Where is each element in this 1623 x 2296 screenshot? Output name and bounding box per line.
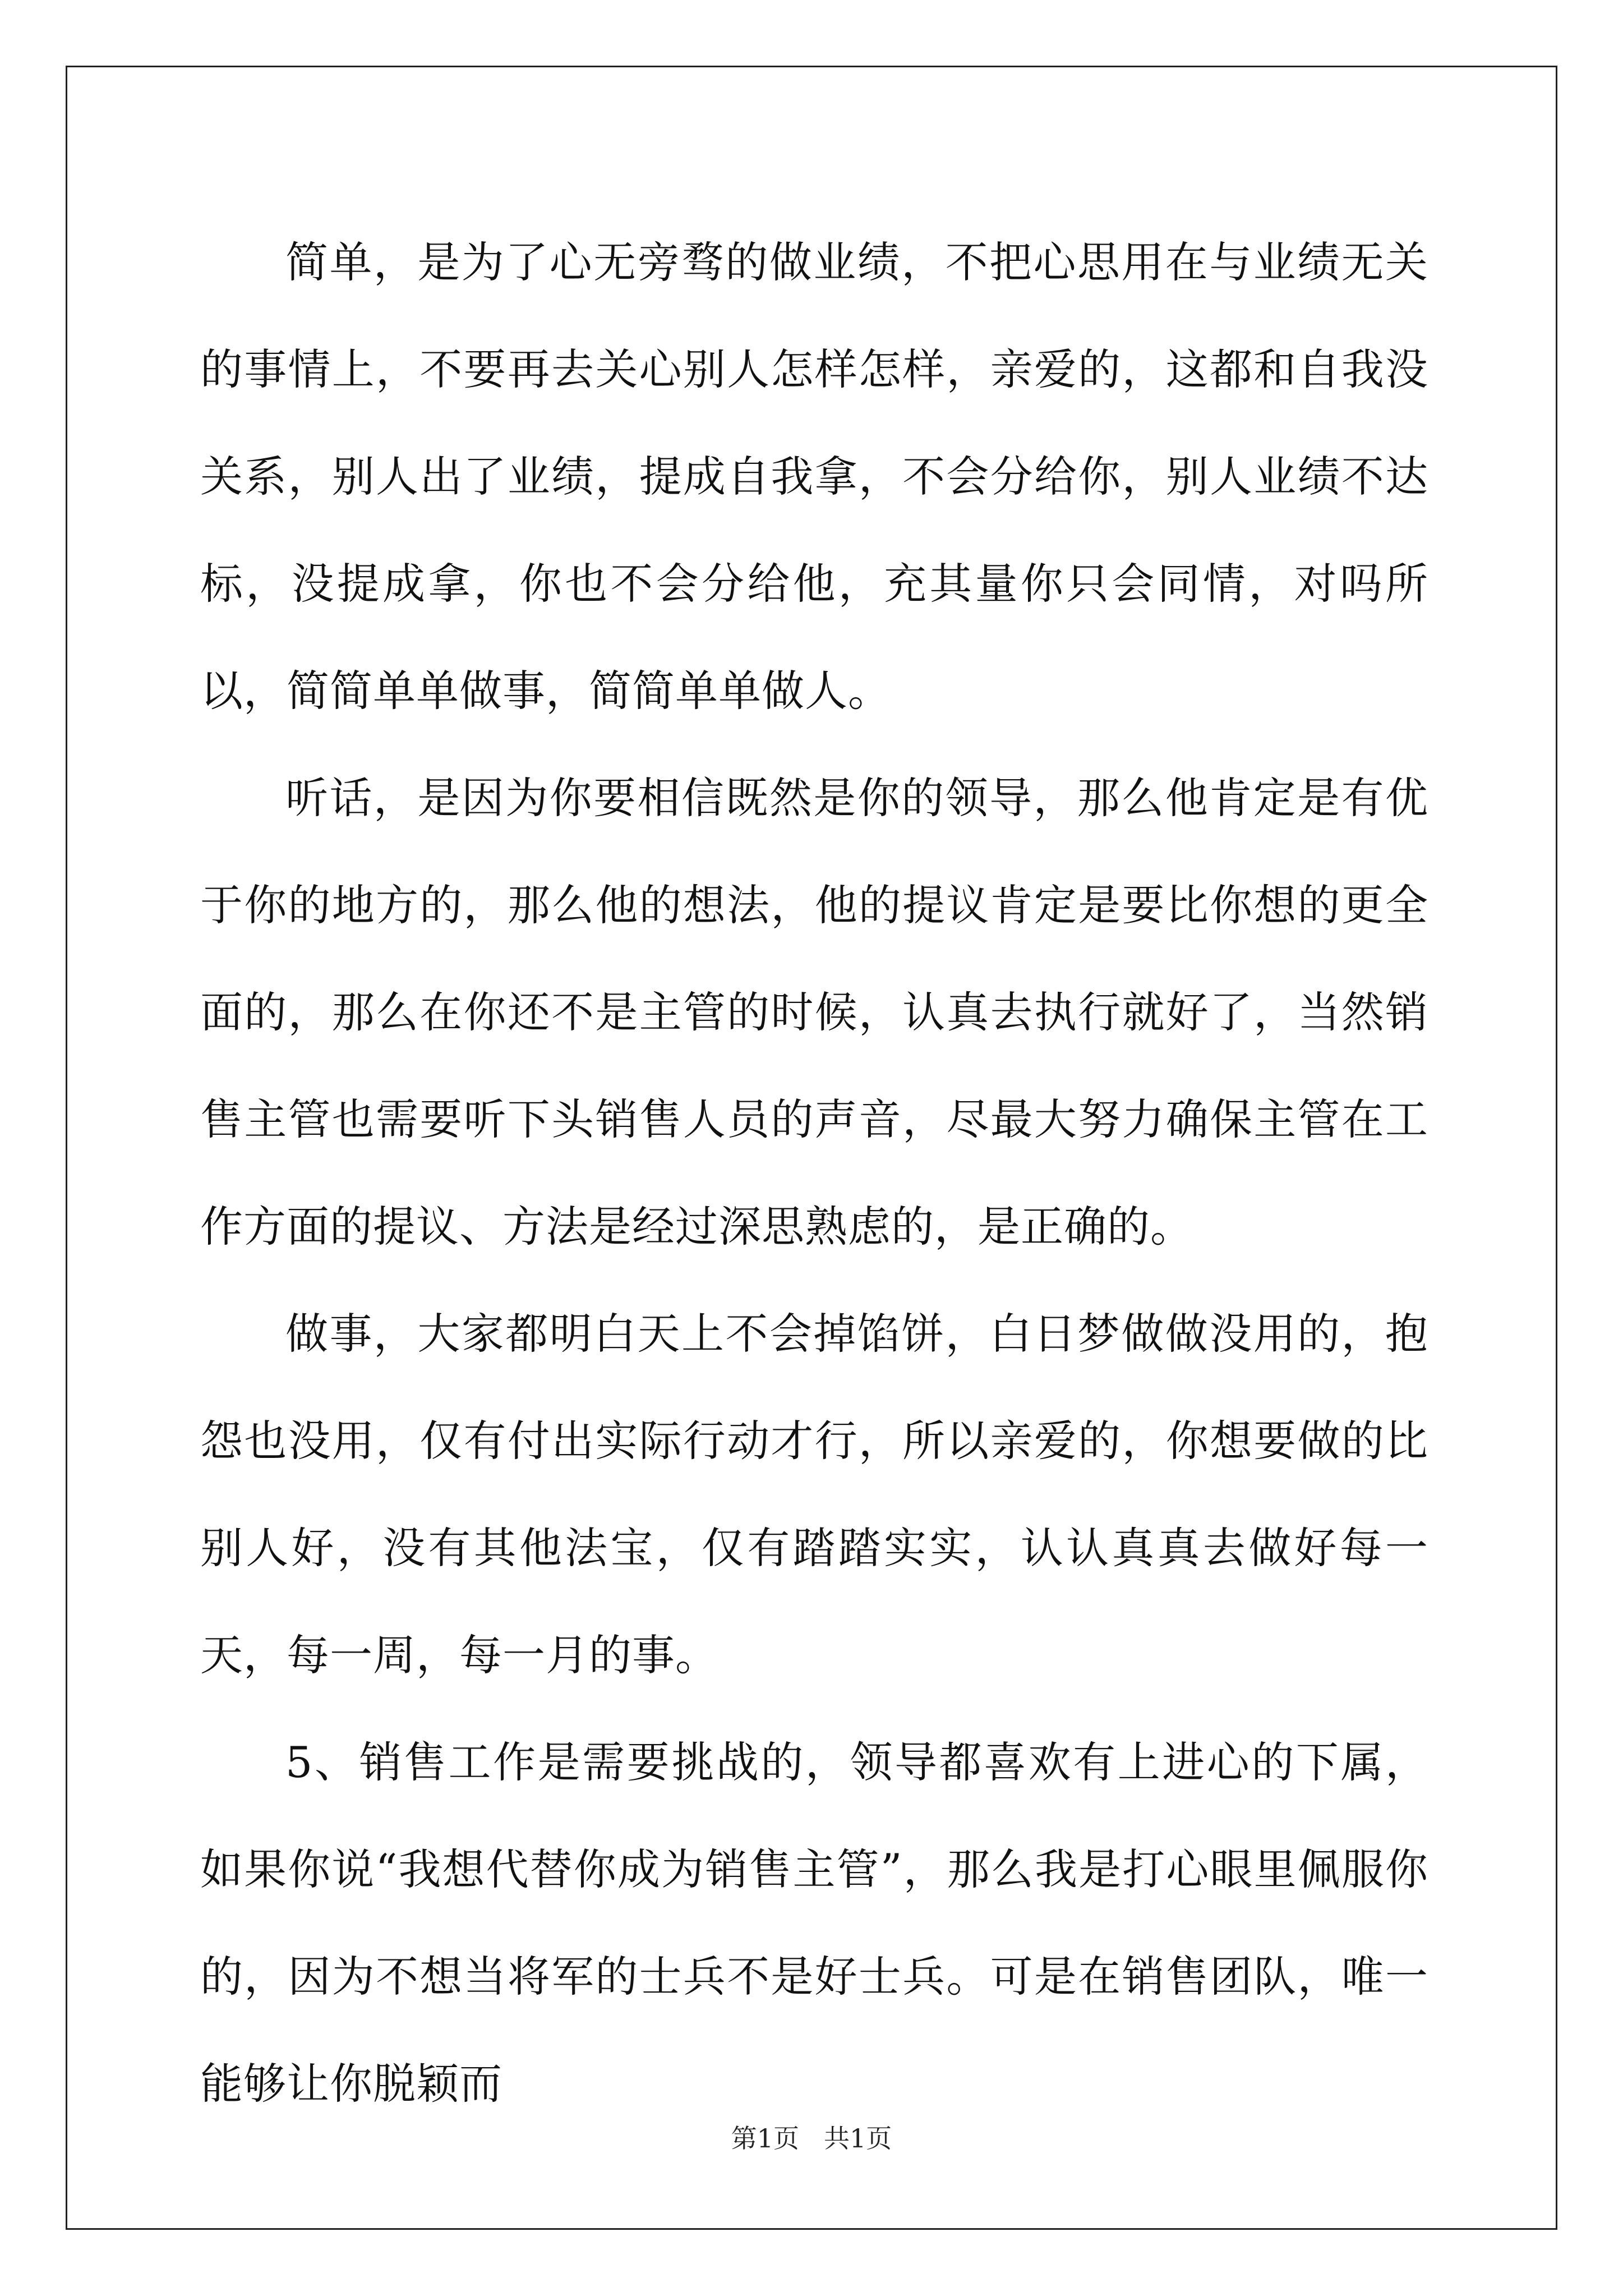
page-number: 第1页 [731, 2123, 800, 2154]
paragraph-simple: 简单，是为了心无旁骛的做业绩，不把心思用在与业绩无关的事情上，不要再去关心别人怎样怎样，亲爱的，这都和自我没关系，别人出了业绩，提成自我拿，不会分给你，别人业绩不达标，没提成拿，你也不会分给他，充其量你只会同情，对吗所以，简简单单做事，简简单单做人。 [200, 237, 1428, 716]
page-footer [0, 2122, 1623, 2155]
document-body [200, 209, 1428, 2137]
footer-gap [799, 2123, 824, 2154]
paragraph-work: 做事，大家都明白天上不会掉馅饼，白日梦做做没用的，抱怨也没用，仅有付出实际行动才行，所以亲爱的，你想要做的比别人好，没有其他法宝，仅有踏踏实实，认认真真去做好每一天，每一周，每一月的事。 [200, 1309, 1428, 1680]
paragraph-listen: 听话，是因为你要相信既然是你的领导，那么他肯定是有优于你的地方的，那么他的想法，他的提议肯定是要比你想的更全面的，那么在你还不是主管的时候，认真去执行就好了，当然销售主管也需要听下头销售人员的声音，尽最大努力确保主管在工作方面的提议、方法是经过深思熟虑的，是正确的。 [200, 773, 1428, 1251]
paragraph-challenge: 5、销售工作是需要挑战的，领导都喜欢有上进心的下属，如果你说“我想代替你成为销售主管”，那么我是打心眼里佩服你的，因为不想当将军的士兵不是好士兵。可是在销售团队，唯一能够让你脱颖而 [200, 1737, 1428, 2109]
page-total: 共1页 [823, 2123, 892, 2154]
